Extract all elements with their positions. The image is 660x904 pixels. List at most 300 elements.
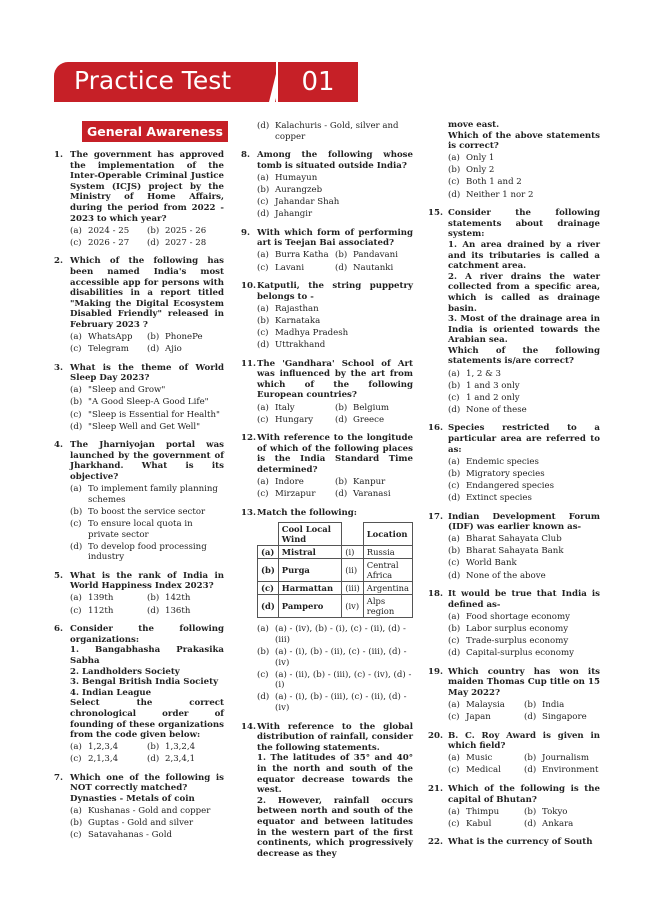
question-number: 18. (428, 589, 443, 600)
question-text: 1. An area drained by a river and its tributaries is called a catchment area. (448, 239, 600, 272)
options-grid (448, 700, 600, 723)
option-text: 1 and 2 only (466, 392, 520, 403)
option-label: (c) (257, 328, 269, 338)
option (448, 753, 524, 764)
option-label: (a) (257, 250, 269, 261)
option-text: Kanpur (353, 477, 386, 488)
option-text: To develop food processing industry (88, 541, 207, 563)
question-number: 11. (241, 358, 256, 369)
column-1 (54, 150, 224, 849)
section-title: General Awareness (82, 121, 228, 142)
option-label: (c) (70, 237, 82, 248)
column-2 (241, 120, 413, 867)
question-number: 20. (428, 730, 443, 741)
option-label: (c) (448, 636, 460, 647)
option-text: Humayun (275, 172, 318, 183)
option-text: Kabul (466, 818, 492, 829)
question-body (70, 624, 224, 765)
option-text: Karnataka (275, 315, 321, 326)
option-label: (c) (448, 818, 460, 829)
option (147, 332, 224, 343)
table-cell: (iii) (342, 582, 364, 595)
option (524, 819, 600, 830)
option (257, 670, 413, 691)
option-text: "Sleep and Grow" (88, 385, 166, 396)
question-8 (241, 150, 413, 220)
option-label: (d) (448, 404, 461, 415)
question-number: 8. (241, 150, 250, 161)
option (257, 121, 413, 142)
question-text: 2. A river drains the water collected from a specific area, which is called as drainage basin. (448, 271, 600, 314)
question-13 (241, 508, 413, 714)
option-label: (b) (257, 184, 270, 195)
option-text: "Sleep Well and Get Well" (88, 421, 201, 432)
option (70, 593, 147, 604)
question-number: 15. (428, 208, 443, 219)
option-text: Thimpu (466, 806, 500, 817)
question-number: 10. (241, 281, 256, 292)
option (257, 250, 335, 261)
option (335, 489, 413, 500)
options-grid (70, 226, 224, 249)
option-label: (a) (70, 806, 82, 817)
option (257, 197, 413, 208)
option-text: 142th (165, 593, 191, 604)
option (70, 519, 224, 540)
option (147, 742, 224, 753)
option-text: India (542, 700, 565, 710)
option-text: Uttrakhand (275, 340, 326, 351)
option (448, 190, 600, 201)
option-label: (a) (70, 593, 82, 604)
question-3 (54, 363, 224, 433)
option-label: (d) (448, 493, 461, 503)
option (257, 316, 413, 327)
question-text: Consider the following organizations: (70, 624, 224, 645)
option (448, 636, 600, 647)
option-label: (c) (257, 414, 269, 425)
options-grid (257, 477, 413, 500)
options-grid (448, 753, 600, 776)
option-label: (b) (448, 468, 461, 479)
question-22 (428, 837, 600, 848)
option-text: Greece (353, 414, 385, 425)
question-body (448, 731, 600, 776)
option (70, 397, 224, 408)
option (448, 571, 600, 582)
question-body (448, 837, 600, 848)
table-cell: (iv) (342, 595, 364, 618)
option-text: Rajasthan (275, 303, 319, 314)
option (448, 546, 600, 557)
question-text: Which of the following has been named India's most accessible app for persons with disabilities in a report titled "Making the Digital Ecosystem Disabled Friendly" released in February 2023 ? (70, 256, 224, 330)
option (448, 493, 600, 504)
table-row (258, 582, 413, 595)
header-title-box (54, 62, 276, 102)
option (448, 648, 600, 659)
option-label: (a) (70, 225, 82, 236)
option (335, 403, 413, 414)
option-text: Madhya Pradesh (275, 328, 349, 338)
option-text: Lavani (275, 262, 305, 273)
option (448, 153, 600, 164)
option-label: (d) (147, 237, 160, 248)
option-label: (a) (448, 753, 460, 764)
option-label: (d) (335, 262, 348, 273)
question-text: Select the correct chronological order of founding of these organizations from the code given below: (70, 698, 224, 741)
options-grid (70, 742, 224, 765)
option-label: (c) (70, 344, 82, 355)
option-label: (d) (524, 818, 537, 829)
question-text: Which one of the following is NOT correctly matched? (70, 772, 224, 794)
option-text: Italy (275, 402, 295, 413)
option-text: 2024 - 25 (88, 225, 130, 236)
option-text: (a) - (ii), (b) - (iii), (c) - (iv), (d) - (i) (275, 669, 412, 691)
option (335, 415, 413, 426)
option-text: "A Good Sleep-A Good Life" (88, 397, 209, 408)
question-12 (241, 433, 413, 500)
option-label: (a) (448, 153, 460, 164)
option (524, 700, 600, 711)
option (70, 507, 224, 518)
option-text: Trade-surplus economy (466, 636, 569, 647)
option (257, 647, 413, 668)
column-3 (428, 120, 600, 856)
question-text: Indian Development Forum (IDF) was earlier known as- (448, 511, 600, 533)
table-cell: Pampero (278, 595, 341, 618)
options-grid (70, 593, 224, 616)
option (524, 765, 600, 776)
option-label: (b) (147, 332, 160, 342)
column-2-questions (241, 150, 413, 500)
question-body (70, 773, 224, 841)
option (70, 830, 224, 841)
option-label: (a) (448, 456, 460, 467)
question-5 (54, 571, 224, 616)
option-label: (a) (70, 742, 82, 753)
option (524, 712, 600, 723)
question-text: Which of the following statements is/are correct? (448, 345, 600, 367)
question-number: 6. (54, 624, 63, 635)
option-label: (a) (448, 806, 460, 817)
option-text: Mirzapur (275, 489, 316, 500)
option-label: (b) (70, 818, 83, 829)
header-number: 01 (278, 62, 358, 102)
question-number: 9. (241, 227, 250, 238)
question-13-options (257, 624, 413, 713)
option-text: Endemic species (466, 456, 539, 467)
table-cell: Alps region (363, 595, 412, 618)
option-text: 2027 - 28 (165, 237, 207, 248)
option-text: 2,3,4,1 (165, 754, 196, 765)
option (448, 469, 600, 480)
question-body (257, 281, 413, 351)
option (70, 422, 224, 433)
option-text: "Sleep is Essential for Health" (88, 409, 220, 420)
question-text: 3. Bengal British India Society (70, 677, 219, 688)
option (448, 393, 600, 404)
table-header-wind: Cool Local Wind (278, 523, 341, 546)
option (448, 177, 600, 188)
question-text: 2. However, rainfall occurs between north and south of the equator and between latitudes in the western part of the first continents, which progressively decrease as they (257, 795, 413, 859)
option-text: Ajio (165, 344, 182, 355)
option (257, 692, 413, 713)
option-text: None of these (466, 404, 527, 415)
option (448, 700, 524, 711)
question-19 (428, 667, 600, 723)
question-18 (428, 589, 600, 659)
question-21 (428, 784, 600, 829)
option-text: Food shortage economy (466, 611, 570, 622)
table-cell: (b) (258, 559, 279, 582)
option (70, 606, 147, 617)
option-text: Telegram (88, 344, 129, 355)
question-text: move east. (448, 120, 500, 130)
option-text: Music (466, 753, 493, 764)
column-3-questions (428, 208, 600, 848)
question-number: 5. (54, 570, 63, 581)
option (335, 250, 413, 261)
question-15 (428, 208, 600, 415)
option-label: (d) (257, 209, 270, 220)
question-text: Among the following whose tomb is situated outside India? (257, 150, 413, 171)
option-text: Labor surplus economy (466, 623, 569, 634)
table-cell: Mistral (278, 546, 341, 559)
option-text: (a) - (iv), (b) - (i), (c) - (ii), (d) - (iii) (275, 624, 406, 645)
option-text: Environment (542, 765, 599, 776)
question-text: The Jharniyojan portal was launched by the government of Jharkhand. What is its objective? (70, 440, 224, 483)
option (147, 606, 224, 617)
option (448, 819, 524, 830)
question-text: What is the rank of India in World Happiness Index 2023? (70, 570, 224, 592)
question-4 (54, 440, 224, 563)
question-number: 19. (428, 666, 443, 677)
option (70, 754, 147, 765)
question-text: With which form of performing art is Teejan Bai associated? (257, 227, 413, 249)
question-body (448, 423, 600, 503)
option-text: Indore (275, 477, 304, 488)
option-label: (b) (147, 742, 160, 753)
option (335, 477, 413, 488)
table-cell: (ii) (342, 559, 364, 582)
option (448, 481, 600, 492)
option-label: (c) (448, 392, 460, 403)
question-body (257, 150, 413, 220)
option-text: 136th (165, 605, 191, 616)
option-text: Bharat Sahayata Bank (466, 546, 564, 557)
option-label: (c) (257, 489, 269, 500)
table-row (258, 546, 413, 559)
option-text: 1, 2 & 3 (466, 368, 501, 379)
option-text: World Bank (466, 558, 517, 569)
option (448, 765, 524, 776)
question-text: What is the currency of South (448, 837, 593, 848)
option-text: Varanasi (353, 489, 391, 500)
question-14 (241, 722, 413, 860)
question-number: 16. (428, 423, 443, 434)
option-label: (b) (147, 225, 160, 236)
option (257, 209, 413, 220)
option-text: Malaysia (466, 700, 505, 710)
option (448, 405, 600, 416)
option-label: (d) (448, 570, 461, 581)
table-cell: (c) (258, 582, 279, 595)
option (257, 477, 335, 488)
table-cell: Central Africa (363, 559, 412, 582)
option-label: (c) (257, 197, 269, 208)
option (257, 489, 335, 500)
question-body (70, 363, 224, 433)
option (448, 369, 600, 380)
question-number: 3. (54, 362, 63, 373)
continued-options (241, 121, 413, 142)
option (448, 624, 600, 635)
option-label: (d) (335, 414, 348, 425)
option (448, 381, 600, 392)
option-label: (a) (70, 484, 82, 495)
option (70, 385, 224, 396)
option (70, 332, 147, 343)
option-label: (a) (70, 332, 82, 342)
question-text: 4. Indian League (70, 687, 152, 698)
option-label: (a) (448, 700, 460, 710)
option-text: Bharat Sahayata Club (466, 534, 562, 545)
option-label: (b) (448, 380, 461, 391)
option-label: (c) (70, 830, 82, 841)
option-label: (b) (524, 700, 537, 710)
question-text: 1. Bangabhasha Prakasika Sabha (70, 645, 224, 666)
option-text: Singapore (542, 712, 587, 723)
option-label: (c) (70, 754, 82, 765)
option-text: Ankara (542, 818, 574, 829)
option-label: (c) (448, 177, 460, 188)
option-label: (d) (147, 754, 160, 765)
option (257, 340, 413, 351)
question-text: Species restricted to a particular area are referred to as: (448, 423, 600, 455)
question-text: The 'Gandhara' School of Art was influenced by the art from which of the following European countries? (257, 358, 413, 401)
question-text: 2. Landholders Society (70, 666, 180, 677)
question-20 (428, 731, 600, 776)
option (448, 612, 600, 623)
option (524, 807, 600, 818)
question-2 (54, 256, 224, 354)
option-text: Extinct species (466, 493, 532, 503)
option-label: (d) (335, 489, 348, 500)
option-label: (c) (70, 409, 82, 420)
option-label: (a) (257, 477, 269, 488)
option (257, 304, 413, 315)
option-label: (d) (147, 344, 160, 355)
question-16 (428, 423, 600, 503)
option (524, 753, 600, 764)
match-table (257, 522, 413, 618)
option (257, 263, 335, 274)
option-label: (b) (257, 647, 270, 658)
option-label: (c) (70, 518, 82, 529)
option-text: Only 1 (466, 153, 495, 164)
question-text: What is the theme of World Sleep Day 2023? (70, 362, 224, 384)
table-cell: (i) (342, 546, 364, 559)
option-text: (a) - (i), (b) - (iii), (c) - (ii), (d) - (iv) (275, 692, 407, 714)
option (448, 534, 600, 545)
option-text: Both 1 and 2 (466, 177, 522, 188)
option (70, 484, 224, 505)
option-label: (a) (448, 534, 460, 545)
option-label: (b) (448, 165, 461, 176)
question-number: 1. (54, 150, 63, 160)
option-label: (b) (335, 477, 348, 488)
options-grid (448, 807, 600, 830)
question-number: 17. (428, 511, 443, 522)
option-text: Japan (466, 712, 491, 723)
question-body (448, 208, 600, 415)
question-body (448, 784, 600, 829)
question-number: 12. (241, 433, 256, 444)
option-label: (b) (70, 506, 83, 517)
option-text: 1,2,3,4 (88, 742, 119, 753)
option (70, 542, 224, 563)
option (70, 818, 224, 829)
option (448, 457, 600, 468)
option-text: Nautanki (353, 262, 394, 273)
option (257, 415, 335, 426)
option-label: (d) (257, 692, 270, 703)
option-label: (b) (448, 546, 461, 557)
option-label: (b) (524, 806, 537, 817)
question-17 (428, 512, 600, 582)
question-text: Consider the following statements about drainage system: (448, 208, 600, 240)
option (147, 226, 224, 237)
option-text: Only 2 (466, 165, 495, 176)
option (147, 344, 224, 355)
option-label: (a) (257, 303, 269, 314)
option-text: Hungary (275, 414, 314, 425)
option-text: None of the above (466, 570, 546, 581)
question-body (70, 571, 224, 616)
option (147, 238, 224, 249)
option-label: (b) (70, 397, 83, 408)
question-number: 21. (428, 784, 443, 795)
option-text: Pandavani (353, 250, 398, 261)
question-7 (54, 773, 224, 841)
option-text: Capital-surplus economy (466, 648, 574, 659)
option-text: Guptas - Gold and silver (88, 818, 194, 829)
option-label: (a) (257, 402, 269, 413)
question-text: The government has approved the implementation of the Inter-Operable Criminal Justice System (ICJS) project by the Ministry of Home Affairs, during the period from 2022 - 2023 to which year? (70, 150, 224, 224)
option-label: (c) (448, 558, 460, 569)
option (257, 403, 335, 414)
option-text: Jahandar Shah (275, 197, 340, 208)
option-label: (a) (70, 385, 82, 396)
option (257, 185, 413, 196)
option-label: (c) (257, 262, 269, 273)
option-text: Satavahanas - Gold (88, 830, 172, 841)
option-label: (b) (335, 402, 348, 413)
option-label: (b) (524, 753, 537, 764)
question-number: 4. (54, 440, 63, 451)
option-text: 2026 - 27 (88, 237, 130, 248)
question-text: With reference to the global distribution of rainfall, consider the following statements. (257, 721, 413, 753)
question-body (448, 667, 600, 723)
option (448, 807, 524, 818)
option (448, 165, 600, 176)
option-label: (b) (147, 593, 160, 604)
option-text: 1,3,2,4 (165, 742, 196, 753)
option-label: (d) (70, 541, 83, 552)
option-text: PhonePe (165, 332, 203, 342)
question-1 (54, 150, 224, 248)
question-text: Which of the above statements is correct? (448, 130, 600, 152)
